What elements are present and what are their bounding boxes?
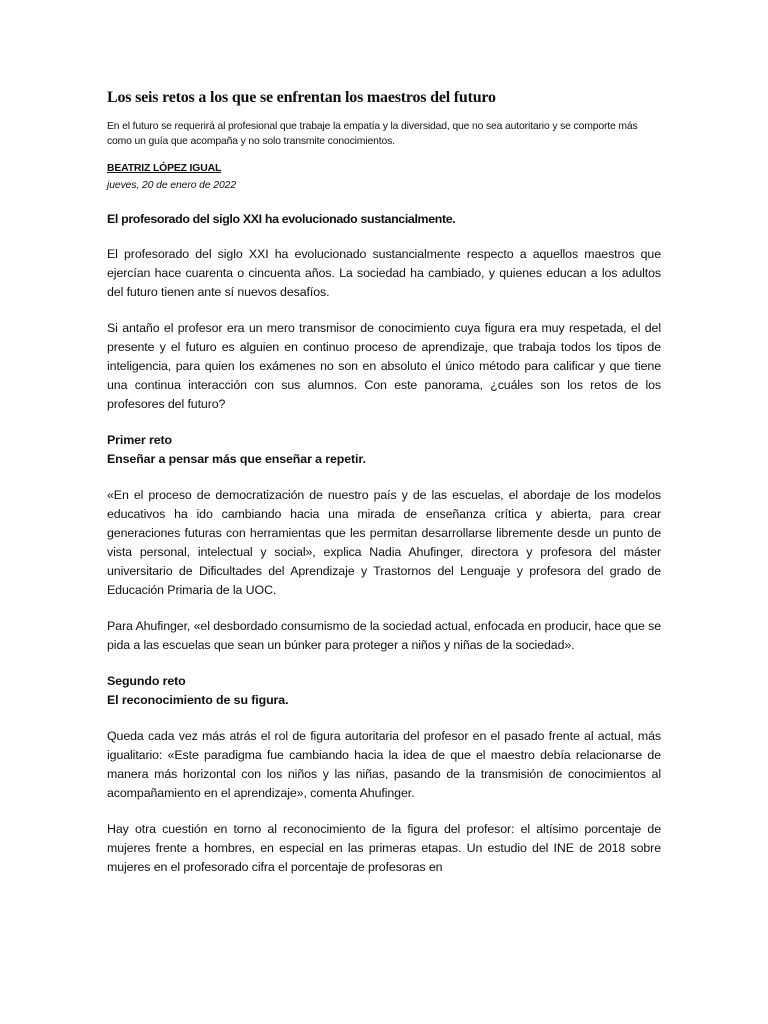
body-paragraph: Queda cada vez más atrás el rol de figura autoritaria del profesor en el pasado frente al actual, más igualitario: «Este paradigma fue cambiando hacia la idea de que el maestro debía relacionarse de manera más horizontal con los niños y las niñas, pasando de la transmisión de conocimientos al acompañamiento en el aprendizaje», comenta Ahufinger. <box>107 729 661 800</box>
article-title: Los seis retos a los que se enfrentan los maestros del futuro <box>107 89 496 106</box>
body-paragraph: Para Ahufinger, «el desbordado consumismo de la sociedad actual, enfocada en producir, hace que se pida a las escuelas que sean un búnker para proteger a niños y niñas de la sociedad». <box>107 619 661 652</box>
section-title: El reconocimiento de su figura. <box>107 693 289 707</box>
section-title: Enseñar a pensar más que enseñar a repetir. <box>107 452 366 466</box>
article-lead: En el futuro se requerirá al profesional que trabaje la empatía y la diversidad, que no sea autoritario y se comporte más como un guía que acompaña y no solo transmite conocimientos. <box>107 121 638 147</box>
article <box>107 88 661 894</box>
body-paragraph: El profesorado del siglo XXI ha evolucionado sustancialmente respecto a aquellos maestros que ejercían hace cuarenta o cincuenta años. La sociedad ha cambiado, y quienes educan a los adultos del futuro tienen ante sí nuevos desafíos. <box>107 247 661 299</box>
body-paragraph: «En el proceso de democratización de nuestro país y de las escuelas, el abordaje de los modelos educativos ha ido cambiando hacia una mirada de enseñanza crítica y abierta, para crear generaciones futuras con herramientas que les permitan desarrollarse libremente desde un punto de vista personal, intelectual y social», explica Nadia Ahufinger, directora y profesora del máster universitario de Dificultades del Aprendizaje y Trastornos del Lenguaje y profesora del grado de Educación Primaria de la UOC. <box>107 488 661 597</box>
section-label: Segundo reto <box>107 674 186 688</box>
section-heading-reto-1 <box>107 431 661 469</box>
section-label: Primer reto <box>107 433 173 447</box>
body-paragraph: Si antaño el profesor era un mero transmisor de conocimiento cuya figura era muy respetada, el del presente y el futuro es alguien en continuo proceso de aprendizaje, que trabaja todos los tipos de inteligencia, para quien los exámenes no son en absoluto el único método para calificar y que tiene una continua interacción con sus alumnos. Con este panorama, ¿cuáles son los retos de los profesores del futuro? <box>107 321 661 411</box>
author-byline[interactable]: BEATRIZ LÓPEZ IGUAL <box>107 163 222 174</box>
section-heading-reto-2 <box>107 672 661 710</box>
article-subhead: El profesorado del siglo XXI ha evolucionado sustancialmente. <box>107 212 456 226</box>
body-paragraph: Hay otra cuestión en torno al reconocimiento de la figura del profesor: el altísimo porcentaje de mujeres frente a hombres, en especial en las primeras etapas. Un estudio del INE de 2018 sobre mujeres en el profesorado cifra el porcentaje de profesoras en <box>107 822 661 874</box>
publication-date: jueves, 20 de enero de 2022 <box>107 180 237 191</box>
